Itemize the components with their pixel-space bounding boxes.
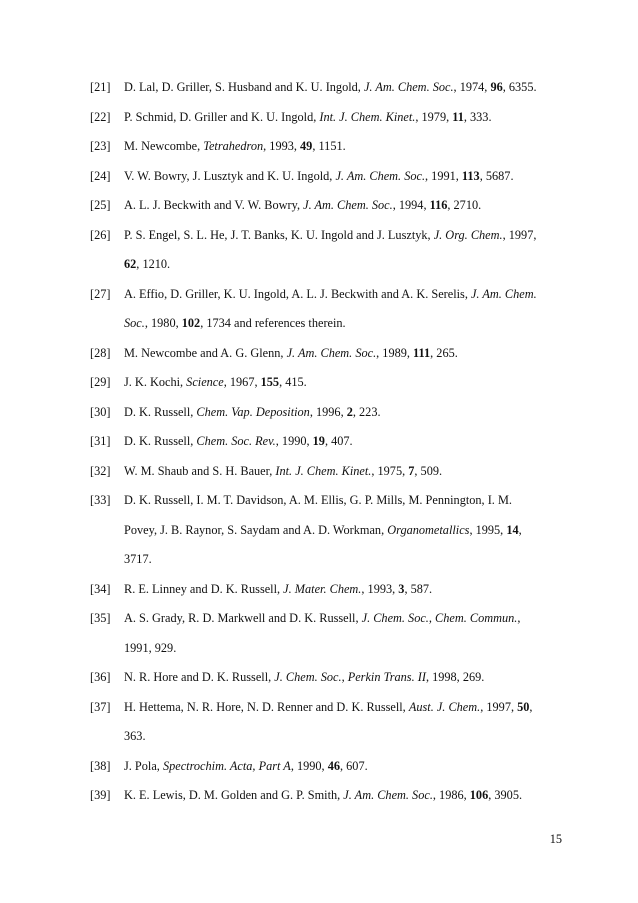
reference-number: [36] (90, 670, 111, 684)
reference-text (124, 427, 570, 457)
journal-title: Chem. Vap. Deposition (196, 404, 310, 419)
reference-line (124, 722, 570, 752)
reference-item (90, 162, 570, 192)
citation-text: M. Newcombe and A. G. Glenn, (124, 345, 287, 360)
reference-text (124, 693, 570, 752)
reference-line (124, 191, 570, 221)
citation-text: D. K. Russell, I. M. T. Davidson, A. M. Ellis, G. P. Mills, M. Pennington, I. M. (124, 493, 512, 507)
reference-item (90, 752, 570, 782)
citation-text: 363. (124, 729, 146, 743)
page-number: 15 (549, 832, 562, 846)
citation-text: , 587. (404, 581, 433, 596)
journal-title: Chem. Soc. Rev. (196, 434, 276, 448)
volume-number: 106 (469, 788, 489, 802)
reference-item (90, 368, 570, 398)
reference-item (90, 103, 570, 133)
citation-text: , 1990, (290, 758, 328, 773)
citation-text: , 3905. (488, 788, 523, 802)
reference-line (124, 545, 570, 575)
reference-text (124, 280, 570, 339)
volume-number: 49 (300, 139, 313, 153)
journal-title: J. Am. Chem. (470, 286, 537, 301)
journal-title: J. Chem. Soc., Chem. Commun. (361, 611, 518, 625)
reference-line (124, 634, 570, 664)
reference-line (124, 250, 570, 280)
reference-text (124, 398, 570, 428)
reference-line (124, 103, 570, 133)
reference-text (124, 752, 570, 782)
citation-text: , 1151. (312, 139, 346, 153)
citation-text: , 1993, (361, 581, 399, 596)
reference-item (90, 604, 570, 663)
journal-title: Aust. J. Chem. (408, 699, 481, 714)
reference-line (124, 575, 570, 605)
journal-title: Int. J. Chem. Kinet. (275, 463, 372, 478)
journal-title: Soc. (124, 316, 145, 330)
reference-item (90, 132, 570, 162)
reference-item (90, 693, 570, 752)
reference-text (124, 575, 570, 605)
journal-title: Spectrochim. Acta, Part A (162, 758, 291, 773)
citation-text: , 1990, (275, 434, 313, 448)
citation-text: , 6355. (502, 80, 537, 94)
reference-number: [21] (90, 80, 111, 94)
reference-line (124, 457, 570, 487)
reference-number: [39] (90, 788, 111, 802)
volume-number: 116 (429, 198, 448, 212)
reference-number: [28] (90, 345, 111, 360)
reference-number: [23] (90, 139, 111, 153)
citation-text: , 1998, 269. (425, 670, 485, 684)
reference-item (90, 221, 570, 280)
citation-text: , 1974, (453, 80, 491, 94)
volume-number: 7 (408, 463, 415, 478)
citation-text: 3717. (124, 552, 152, 566)
reference-text (124, 132, 570, 162)
reference-text (124, 73, 570, 103)
reference-line (124, 752, 570, 782)
citation-text: , 1997, (502, 227, 537, 242)
reference-line (124, 73, 570, 103)
citation-text: , 1996, (309, 404, 347, 419)
reference-number: [38] (90, 758, 111, 773)
reference-item (90, 191, 570, 221)
reference-line (124, 309, 570, 339)
reference-text (124, 368, 570, 398)
volume-number: 46 (327, 758, 340, 773)
journal-title: Tetrahedron (203, 139, 264, 153)
volume-number: 14 (506, 522, 519, 537)
reference-number: [33] (90, 493, 111, 507)
reference-item (90, 575, 570, 605)
journal-title: J. Org. Chem. (433, 227, 503, 242)
citation-text: , 1991, (425, 168, 462, 183)
citation-text: , (517, 611, 521, 625)
citation-text: , 1997, (480, 699, 518, 714)
volume-number: 11 (452, 109, 464, 124)
citation-text: , 1989, (376, 345, 414, 360)
reference-line (124, 280, 570, 310)
journal-title: J. Chem. Soc., Perkin Trans. II (274, 670, 426, 684)
reference-item (90, 73, 570, 103)
reference-text (124, 103, 570, 133)
reference-number: [25] (90, 198, 111, 212)
reference-number: [26] (90, 227, 111, 242)
citation-text: , 333. (463, 109, 492, 124)
volume-number: 3 (398, 581, 405, 596)
journal-title: J. Am. Chem. Soc. (343, 788, 433, 802)
reference-text (124, 457, 570, 487)
citation-text: P. Schmid, D. Griller and K. U. Ingold, (124, 109, 320, 124)
citation-text: , 1995, (469, 522, 507, 537)
citation-text: Povey, J. B. Raynor, S. Saydam and A. D. Workman, (124, 522, 388, 537)
citation-text: P. S. Engel, S. L. He, J. T. Banks, K. U. Ingold and J. Lusztyk, (124, 227, 434, 242)
volume-number: 111 (413, 345, 431, 360)
citation-text: , 2710. (447, 198, 482, 212)
reference-text (124, 221, 570, 280)
citation-text: , 607. (340, 758, 368, 773)
reference-text (124, 339, 570, 369)
reference-text (124, 191, 570, 221)
reference-number: [30] (90, 404, 111, 419)
citation-text: J. K. Kochi, (124, 375, 187, 389)
reference-item (90, 280, 570, 339)
reference-line (124, 398, 570, 428)
reference-line (124, 604, 570, 634)
reference-number: [29] (90, 375, 111, 389)
reference-item (90, 457, 570, 487)
reference-line (124, 663, 570, 693)
reference-item (90, 398, 570, 428)
citation-text: , 1979, (415, 109, 453, 124)
reference-line (124, 368, 570, 398)
reference-item (90, 663, 570, 693)
volume-number: 50 (517, 699, 530, 714)
citation-text: , 5687. (479, 168, 514, 183)
citation-text: K. E. Lewis, D. M. Golden and G. P. Smith, (124, 788, 344, 802)
citation-text: , 1980, (144, 316, 182, 330)
reference-line (124, 516, 570, 546)
citation-text: A. Effio, D. Griller, K. U. Ingold, A. L. J. Beckwith and A. K. Serelis, (124, 286, 471, 301)
volume-number: 113 (461, 168, 480, 183)
reference-text (124, 663, 570, 693)
reference-text (124, 604, 570, 663)
reference-number: [34] (90, 581, 111, 596)
citation-text: , 223. (352, 404, 381, 419)
volume-number: 62 (124, 257, 137, 271)
reference-item (90, 427, 570, 457)
reference-line (124, 781, 570, 811)
volume-number: 2 (346, 404, 353, 419)
citation-text: 1991, 929. (124, 640, 177, 655)
citation-text: , 407. (324, 434, 353, 448)
journal-title: Organometallics (387, 522, 470, 537)
citation-text: M. Newcombe, (124, 139, 204, 153)
citation-text: , 1994, (392, 198, 430, 212)
citation-text: D. K. Russell, (124, 404, 197, 419)
reference-item (90, 339, 570, 369)
citation-text: , (529, 699, 533, 714)
journal-title: J. Am. Chem. Soc. (286, 345, 377, 360)
reference-number: [24] (90, 168, 111, 183)
citation-text: V. W. Bowry, J. Lusztyk and K. U. Ingold, (124, 168, 336, 183)
citation-text: , 509. (414, 463, 443, 478)
reference-number: [22] (90, 109, 111, 124)
reference-number: [32] (90, 463, 111, 478)
volume-number: 96 (490, 80, 503, 94)
reference-number: [27] (90, 286, 111, 301)
citation-text: , 1734 and references therein. (200, 316, 346, 330)
volume-number: 19 (312, 434, 325, 448)
journal-title: Science (186, 375, 224, 389)
citation-text: W. M. Shaub and S. H. Bauer, (124, 463, 276, 478)
journal-title: J. Am. Chem. Soc. (363, 80, 454, 94)
reference-item (90, 486, 570, 575)
citation-text: , 1975, (371, 463, 409, 478)
citation-text: N. R. Hore and D. K. Russell, (124, 670, 275, 684)
journal-title: J. Am. Chem. Soc. (335, 168, 426, 183)
citation-text: A. L. J. Beckwith and V. W. Bowry, (124, 198, 304, 212)
reference-line (124, 486, 570, 516)
citation-text: A. S. Grady, R. D. Markwell and D. K. Russell, (124, 611, 362, 625)
citation-text: , (518, 522, 522, 537)
volume-number: 155 (260, 375, 280, 389)
reference-line (124, 339, 570, 369)
citation-text: , 1967, (223, 375, 261, 389)
journal-title: J. Mater. Chem. (283, 581, 362, 596)
reference-line (124, 427, 570, 457)
reference-line (124, 162, 570, 192)
reference-number: [35] (90, 611, 111, 625)
volume-number: 102 (181, 316, 201, 330)
citation-text: , 265. (430, 345, 458, 360)
reference-text (124, 781, 570, 811)
citation-text: J. Pola, (124, 758, 163, 773)
citation-text: , 1210. (136, 257, 171, 271)
reference-item (90, 781, 570, 811)
citation-text: , 415. (279, 375, 307, 389)
reference-list (90, 73, 570, 811)
reference-line (124, 693, 570, 723)
journal-title: J. Am. Chem. Soc. (303, 198, 393, 212)
citation-text: H. Hettema, N. R. Hore, N. D. Renner and D. K. Russell, (124, 699, 409, 714)
reference-text (124, 162, 570, 192)
citation-text: D. K. Russell, (124, 434, 197, 448)
citation-text: , 1993, (263, 139, 301, 153)
reference-number: [37] (90, 699, 111, 714)
reference-number: [31] (90, 434, 111, 448)
reference-text (124, 486, 570, 575)
reference-line (124, 221, 570, 251)
citation-text: R. E. Linney and D. K. Russell, (124, 581, 284, 596)
journal-title: Int. J. Chem. Kinet. (319, 109, 416, 124)
reference-line (124, 132, 570, 162)
citation-text: D. Lal, D. Griller, S. Husband and K. U. Ingold, (124, 80, 364, 94)
citation-text: , 1986, (432, 788, 470, 802)
